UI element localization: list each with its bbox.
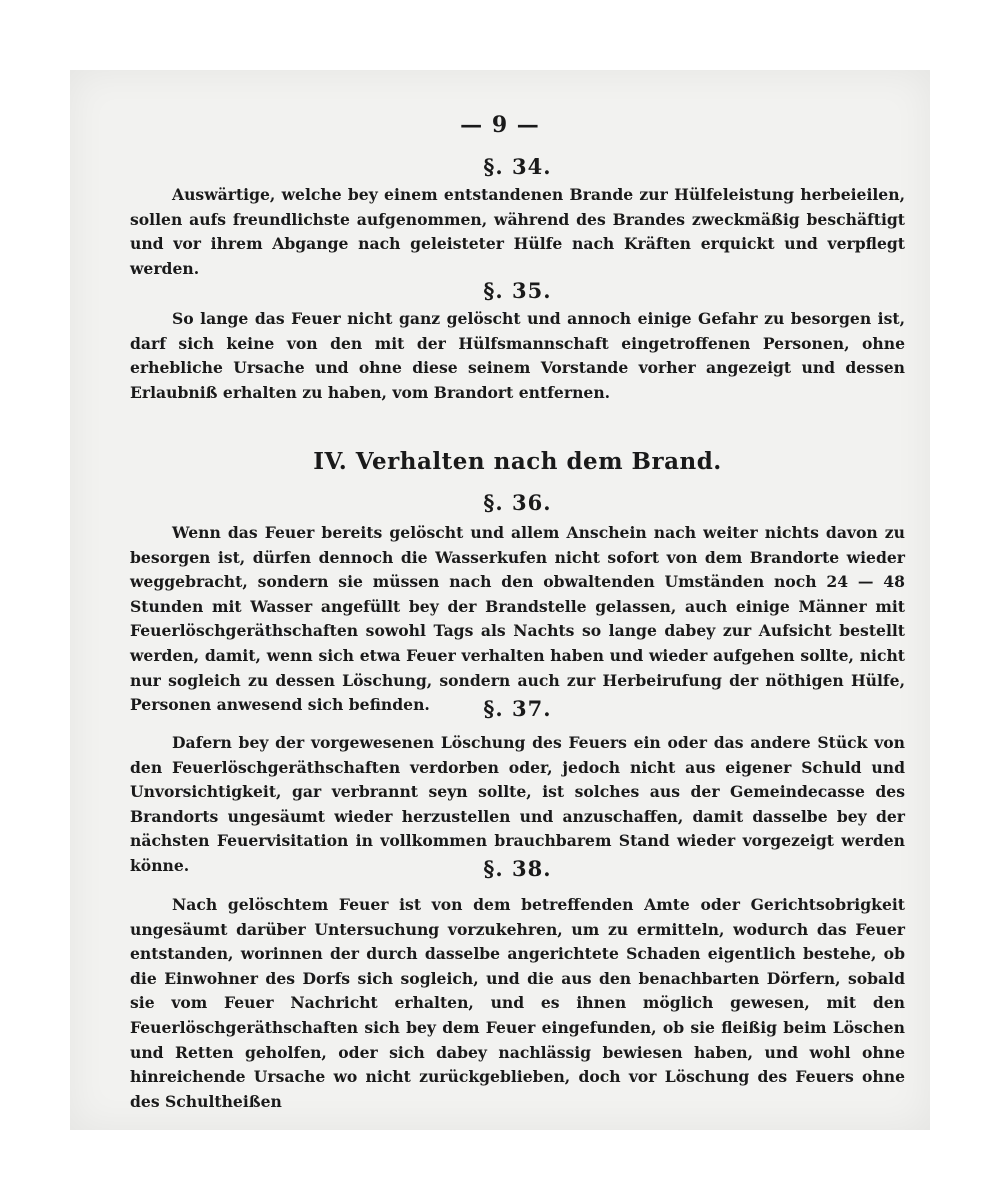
section-35 [130, 278, 905, 405]
section-38-heading: §. 38. [483, 856, 552, 881]
chapter-iv [130, 448, 905, 475]
document-page [70, 70, 930, 1130]
section-37-heading: §. 37. [483, 696, 552, 721]
section-36 [130, 490, 905, 718]
section-38-text: Nach gelöschtem Feuer ist von dem betreffenden Amte oder Gerichtsobrigkeit ungesäumt darüber Untersuchung vorzukehren, um zu ermitteln, wodurch das Feuer entstanden, worinnen der durch dasselbe angerichtete Schaden eigentlich bestehe, ob die Einwohner des Dorfs sich sogleich, und die aus den benachbarten Dörfern, sobald sie vom Feuer Nachricht erhalten, und es ihnen möglich gewesen, mit den Feuerlöschgeräthschaften sich bey dem Feuer eingefunden, ob sie fleißig beim Löschen und Retten geholfen, oder sich dabey nachlässig bewiesen haben, und wohl ohne hinreichende Ursache wo nicht zurückgeblieben, doch vor Löschung des Feuers ohne des Schultheißen [130, 895, 905, 1111]
section-34-heading: §. 34. [483, 154, 552, 179]
chapter-title: IV. Verhalten nach dem Brand. [313, 448, 722, 475]
section-37-text: Dafern bey der vorgewesenen Löschung des Feuers ein oder das andere Stück von den Feuerlöschgeräthschaften verdorben oder, jedoch nicht aus eigener Schuld und Unvorsichtigkeit, gar verbrannt seyn sollte, ist solches aus der Gemeindecasse des Brandorts ungesäumt wieder herzustellen und anzuschaffen, damit dasselbe bey der nächsten Feuervisitation in vollkommen brauchbarem Stand wieder vorgezeigt werden könne. [130, 733, 905, 875]
section-34-text: Auswärtige, welche bey einem entstandenen Brande zur Hülfeleistung herbeieilen, sollen aufs freundlichste aufgenommen, während des Brandes zweckmäßig beschäftigt und vor ihrem Abgange nach geleisteter Hülfe nach Kräften erquickt und verpflegt werden. [130, 185, 905, 278]
section-36-text: Wenn das Feuer bereits gelöscht und allem Anschein nach weiter nichts davon zu besorgen ist, dürfen dennoch die Wasserkufen nicht sofort von dem Brandorte wieder weggebracht, sondern sie müssen nach den obwaltenden Umständen noch 24 — 48 Stunden mit Wasser angefüllt bey der Brandstelle gelassen, auch einige Männer mit Feuerlöschgeräthschaften sowohl Tags als Nachts so lange dabey zur Aufsicht bestellt werden, damit, wenn sich etwa Feuer verhalten haben und wieder aufgehen sollte, nicht nur sogleich zu dessen Löschung, sondern auch zur Herbeirufung der nöthigen Hülfe, Personen anwesend sich befinden. [130, 523, 905, 715]
section-37 [130, 696, 905, 879]
page-number: — 9 — [460, 112, 540, 138]
section-35-heading: §. 35. [483, 278, 552, 303]
section-34 [130, 154, 905, 281]
section-36-heading: §. 36. [483, 490, 552, 515]
section-38 [130, 856, 905, 1114]
section-35-text: So lange das Feuer nicht ganz gelöscht und annoch einige Gefahr zu besorgen ist, darf sich keine von den mit der Hülfsmannschaft eingetroffenen Personen, ohne erhebliche Ursache und ohne diese seinem Vorstande vorher angezeigt und dessen Erlaubniß erhalten zu haben, vom Brandort entfernen. [130, 309, 905, 402]
